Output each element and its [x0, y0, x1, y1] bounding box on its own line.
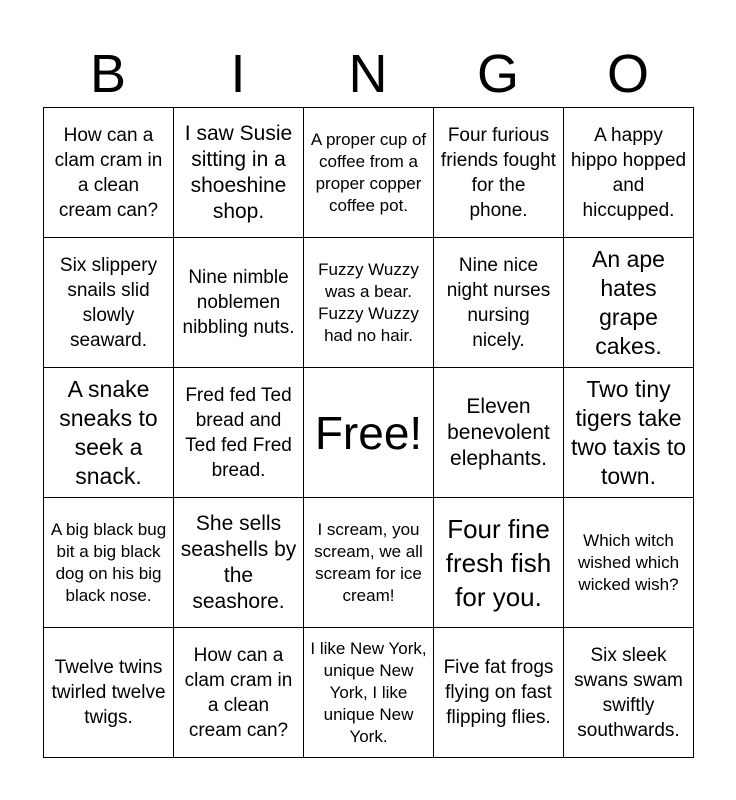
cell-text: A big black bug bit a big black dog on his big black nose. — [50, 519, 167, 605]
cell-text: She sells seashells by the seashore. — [180, 511, 297, 613]
cell-text: Four furious friends fought for the phone. — [440, 124, 557, 221]
bingo-cell[interactable] — [434, 108, 564, 238]
bingo-card-grid — [43, 107, 694, 758]
cell-text: I like New York, unique New York, I like unique New York. — [310, 638, 427, 746]
bingo-cell[interactable] — [44, 108, 174, 238]
cell-text: Which witch wished which wicked wish? — [577, 530, 680, 594]
bingo-cell[interactable] — [564, 368, 694, 498]
cell-text: An ape hates grape cakes. — [592, 245, 665, 359]
cell-text: I scream, you scream, we all scream for ice cream! — [314, 519, 423, 605]
bingo-cell[interactable] — [434, 628, 564, 758]
bingo-cell[interactable] — [44, 368, 174, 498]
cell-text: Six slippery snails slid slowly seaward. — [59, 254, 158, 351]
bingo-cell[interactable] — [434, 368, 564, 498]
free-space-text: Free! — [314, 406, 423, 459]
header-letter-o: O — [606, 44, 649, 104]
bingo-cell[interactable] — [304, 238, 434, 368]
bingo-cell[interactable] — [434, 238, 564, 368]
header-letter-n: N — [348, 44, 388, 104]
cell-text: Five fat frogs flying on fast flipping flies. — [443, 657, 554, 728]
bingo-cell[interactable] — [434, 498, 564, 628]
bingo-cell[interactable] — [174, 108, 304, 238]
cell-text: A snake sneaks to seek a snack. — [59, 375, 158, 489]
cell-text: Six sleek swans swam swiftly southwards. — [574, 644, 683, 741]
cell-text: Fred fed Ted bread and Ted fed Fred bread. — [185, 384, 292, 481]
cell-text: A happy hippo hopped and hiccupped. — [570, 124, 687, 221]
bingo-cell[interactable] — [44, 498, 174, 628]
bingo-cell[interactable] — [304, 628, 434, 758]
bingo-cell[interactable] — [174, 238, 304, 368]
cell-text: I saw Susie sitting in a shoeshine shop. — [184, 121, 293, 223]
cell-text: Nine nimble noblemen nibbling nuts. — [182, 267, 295, 338]
header-letter-i: I — [230, 44, 246, 104]
bingo-cell[interactable] — [564, 108, 694, 238]
header-letter-g: G — [476, 44, 519, 104]
bingo-free-space[interactable] — [304, 368, 434, 498]
bingo-cell[interactable] — [174, 628, 304, 758]
cell-text: Eleven benevolent elephants. — [447, 394, 550, 470]
cell-text: Fuzzy Wuzzy was a bear. Fuzzy Wuzzy had no hair. — [318, 259, 419, 345]
bingo-cell[interactable] — [564, 628, 694, 758]
bingo-cell[interactable] — [564, 238, 694, 368]
cell-text: Nine nice night nurses nursing nicely. — [446, 254, 551, 351]
cell-text: Four fine fresh fish for you. — [445, 513, 552, 612]
bingo-cell[interactable] — [44, 628, 174, 758]
bingo-cell[interactable] — [174, 498, 304, 628]
cell-text: Twelve twins twirled twelve twigs. — [51, 657, 166, 728]
bingo-cell[interactable] — [304, 498, 434, 628]
bingo-cell[interactable] — [44, 238, 174, 368]
cell-text: A proper cup of coffee from a proper copper coffee pot. — [310, 129, 427, 215]
cell-text: How can a clam cram in a clean cream can? — [184, 644, 293, 741]
bingo-cell[interactable] — [174, 368, 304, 498]
cell-text: How can a clam cram in a clean cream can? — [54, 124, 163, 221]
bingo-cell[interactable] — [304, 108, 434, 238]
bingo-cell[interactable] — [564, 498, 694, 628]
bingo-header — [43, 40, 693, 108]
cell-text: Two tiny tigers take two taxis to town. — [570, 375, 687, 489]
header-letter-b: B — [89, 44, 127, 104]
